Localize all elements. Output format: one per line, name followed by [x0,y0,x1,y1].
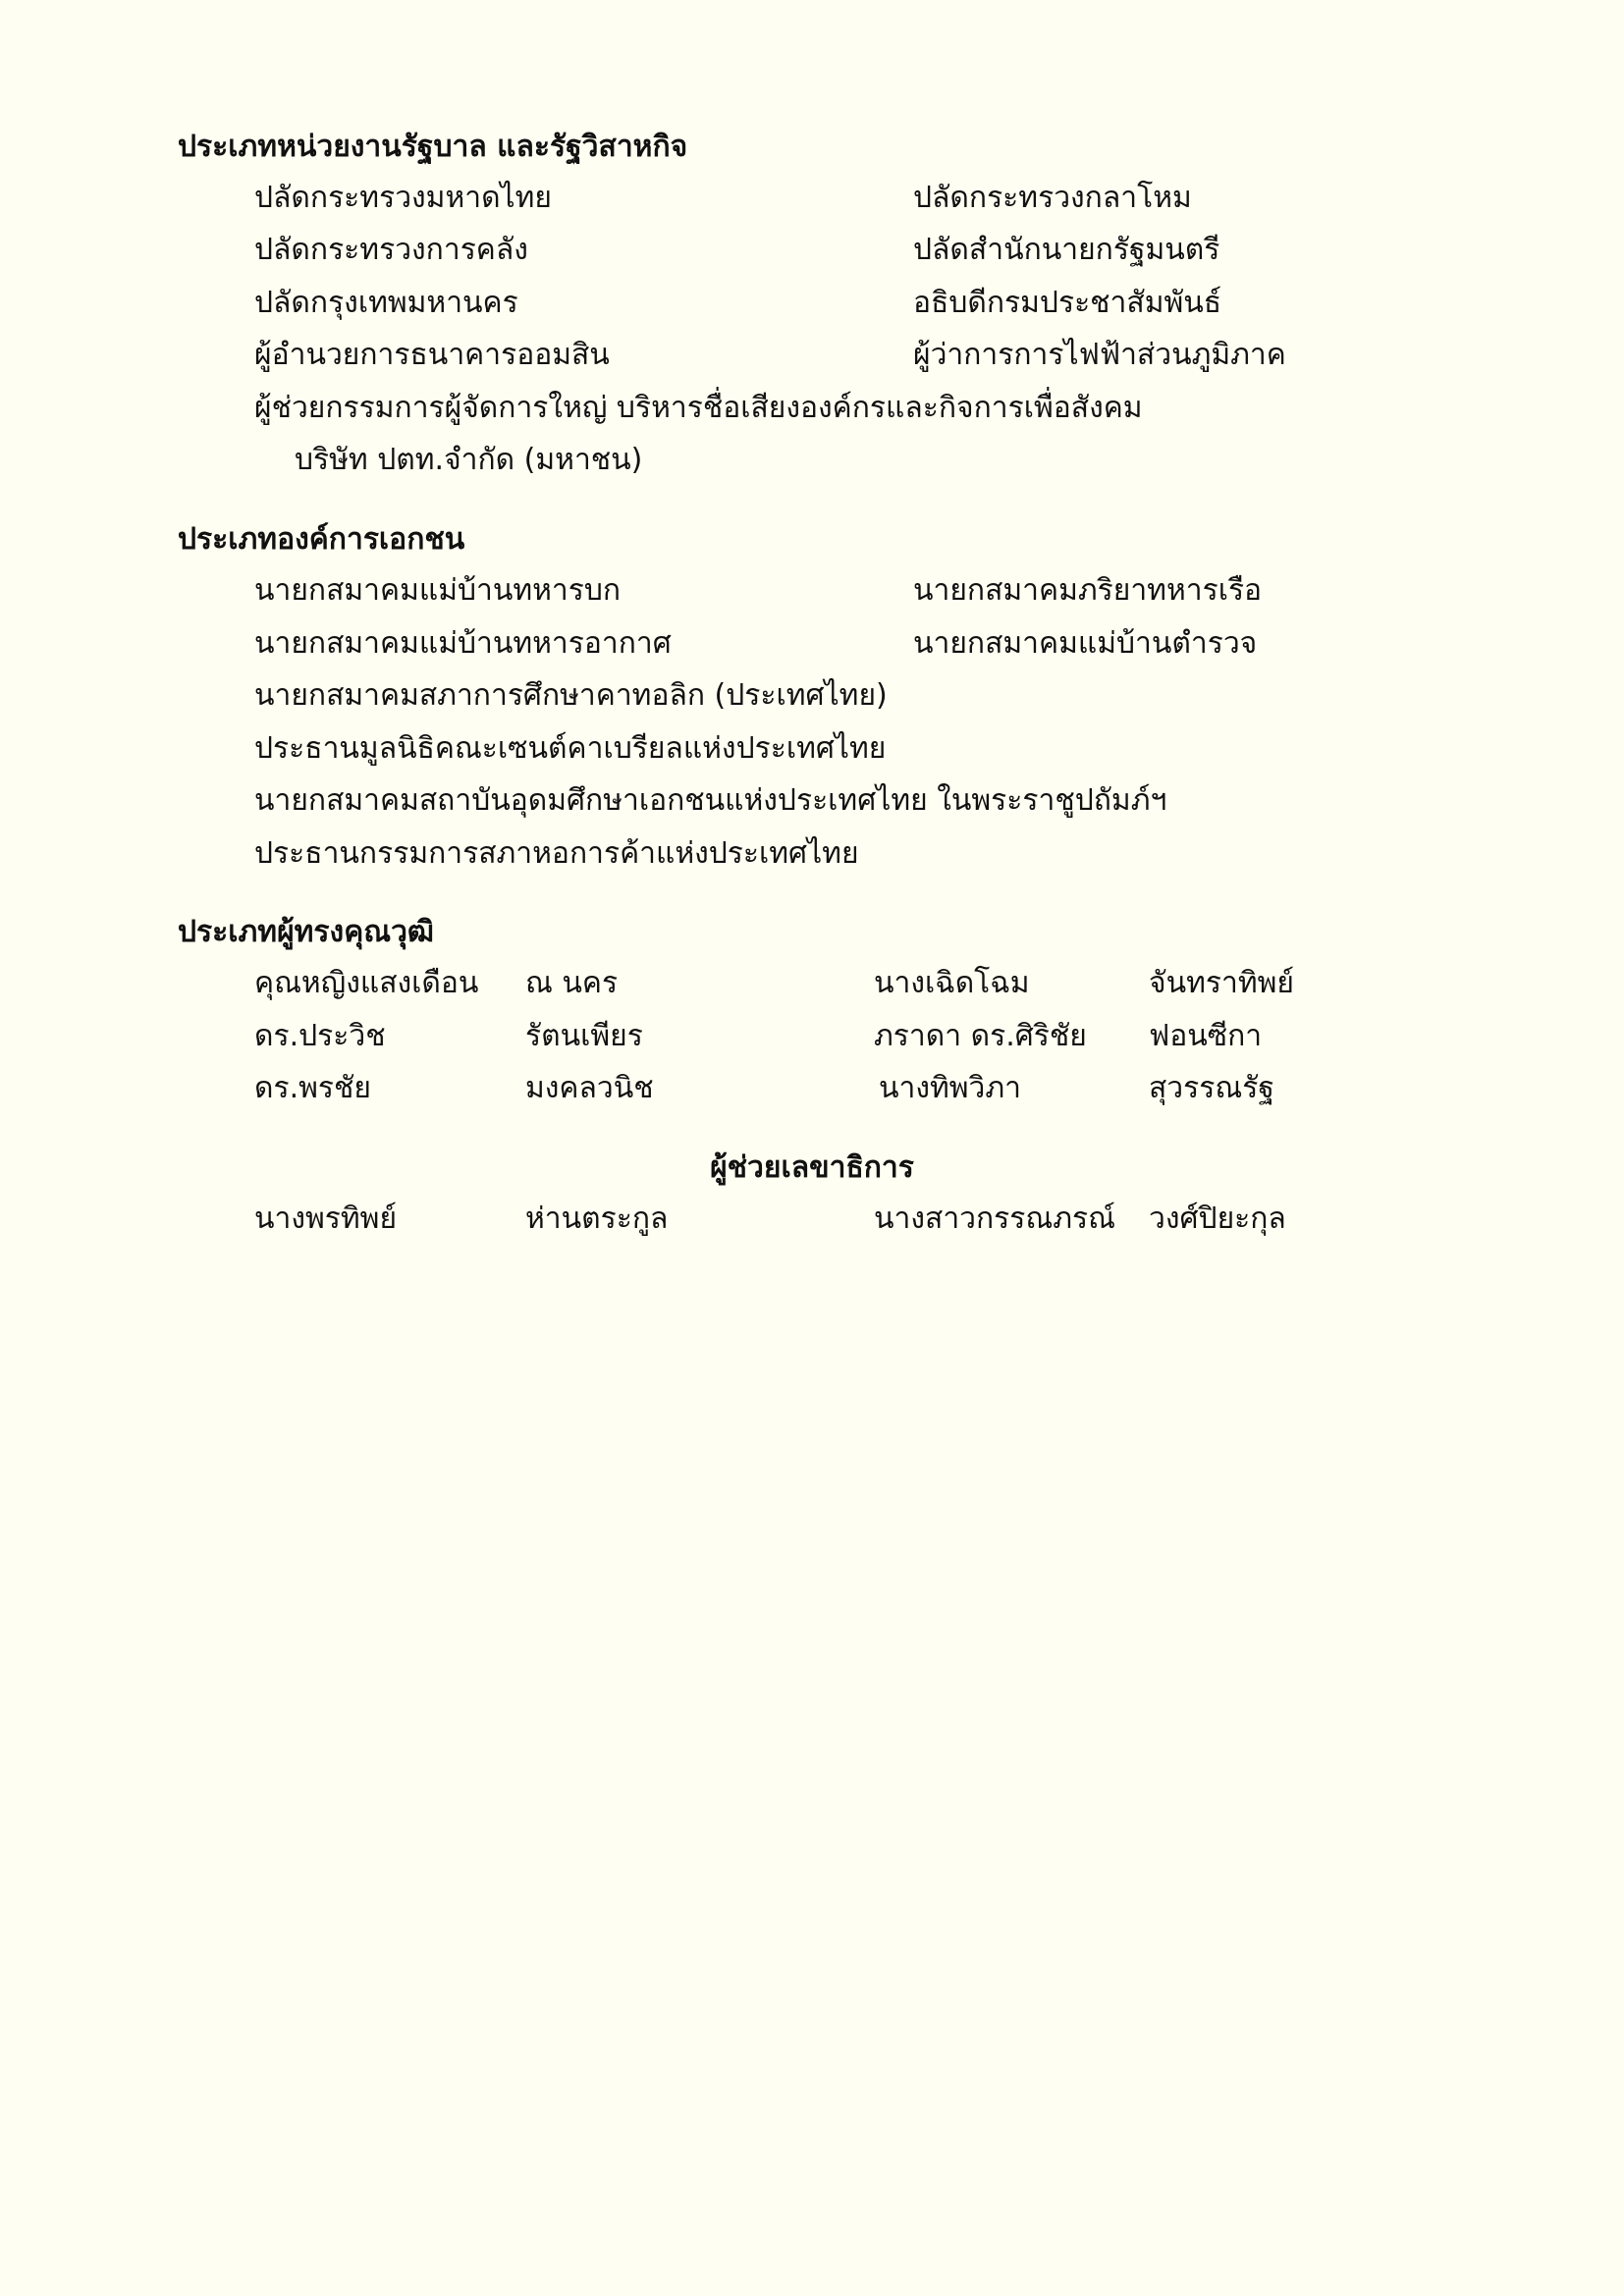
assistant-last-name: ห่านตระกูล [525,1201,669,1236]
private-left-item: นายกสมาคมแม่บ้านทหารอากาศ [254,626,672,661]
private-single-item: นายกสมาคมสภาการศึกษาคาทอลิก (ประเทศไทย) [254,678,888,713]
assistants-section-heading: ผู้ช่วยเลขาธิการ [710,1150,914,1185]
qualified-first-name: คุณหญิงแสงเดือน [254,966,479,1000]
private-single-item: นายกสมาคมสถาบันอุดมศึกษาเอกชนแห่งประเทศไทย ในพระราชูปถัมภ์ฯ [254,783,1167,818]
qualified-first-name: นางเฉิดโฉม [874,966,1030,1000]
private-left-item: นายกสมาคมแม่บ้านทหารบก [254,573,622,608]
government-left-item: ปลัดกระทรวงมหาดไทย [254,181,553,215]
qualified-first-name: ภราดา ดร.ศิริชัย [874,1019,1087,1053]
qualified-first-name: นางทิพวิภา [879,1071,1022,1105]
qualified-last-name: สุวรรณรัฐ [1149,1071,1274,1105]
assistant-last-name: วงศ์ปิยะกุล [1149,1201,1286,1236]
government-left-item: ปลัดกรุงเทพมหานคร [254,286,518,320]
government-left-item: ผู้อำนวยการธนาคารออมสิน [254,338,610,372]
government-right-item: อธิบดีกรมประชาสัมพันธ์ [913,286,1222,320]
private-single-item: ประธานกรรมการสภาหอการค้าแห่งประเทศไทย [254,836,859,871]
qualified-last-name: จันทราทิพย์ [1149,966,1294,1000]
private-right-item: นายกสมาคมแม่บ้านตำรวจ [913,626,1258,661]
private-single-item: ประธานมูลนิธิคณะเซนต์คาเบรียลแห่งประเทศไทย [254,731,887,766]
qualified-last-name: รัตนเพียร [525,1019,643,1053]
government-wide-item: ผู้ช่วยกรรมการผู้จัดการใหญ่ บริหารชื่อเสียงองค์กรและกิจการเพื่อสังคม [254,391,1143,425]
government-right-item: ปลัดกระทรวงกลาโหม [913,181,1192,215]
qualified-section-heading: ประเภทผู้ทรงคุณวุฒิ [178,915,435,949]
qualified-last-name: ณ นคร [525,966,619,1000]
private-section-heading: ประเภทองค์การเอกชน [178,522,465,557]
government-left-item: ปลัดกระทรวงการคลัง [254,233,528,267]
qualified-last-name: ฟอนซีกา [1149,1019,1263,1053]
qualified-first-name: ดร.ประวิช [254,1019,386,1053]
government-right-item: ผู้ว่าการการไฟฟ้าส่วนภูมิภาค [913,338,1286,372]
qualified-first-name: ดร.พรชัย [254,1071,371,1105]
assistant-first-name: นางสาวกรรณภรณ์ [874,1201,1115,1236]
private-right-item: นายกสมาคมภริยาทหารเรือ [913,573,1263,608]
government-section-heading: ประเภทหน่วยงานรัฐบาล และรัฐวิสาหกิจ [178,130,688,164]
government-right-item: ปลัดสำนักนายกรัฐมนตรี [913,233,1220,267]
qualified-last-name: มงคลวนิช [525,1071,654,1105]
assistant-first-name: นางพรทิพย์ [254,1201,398,1236]
government-wide-item-continuation: บริษัท ปตท.จำกัด (มหาชน) [295,443,643,477]
